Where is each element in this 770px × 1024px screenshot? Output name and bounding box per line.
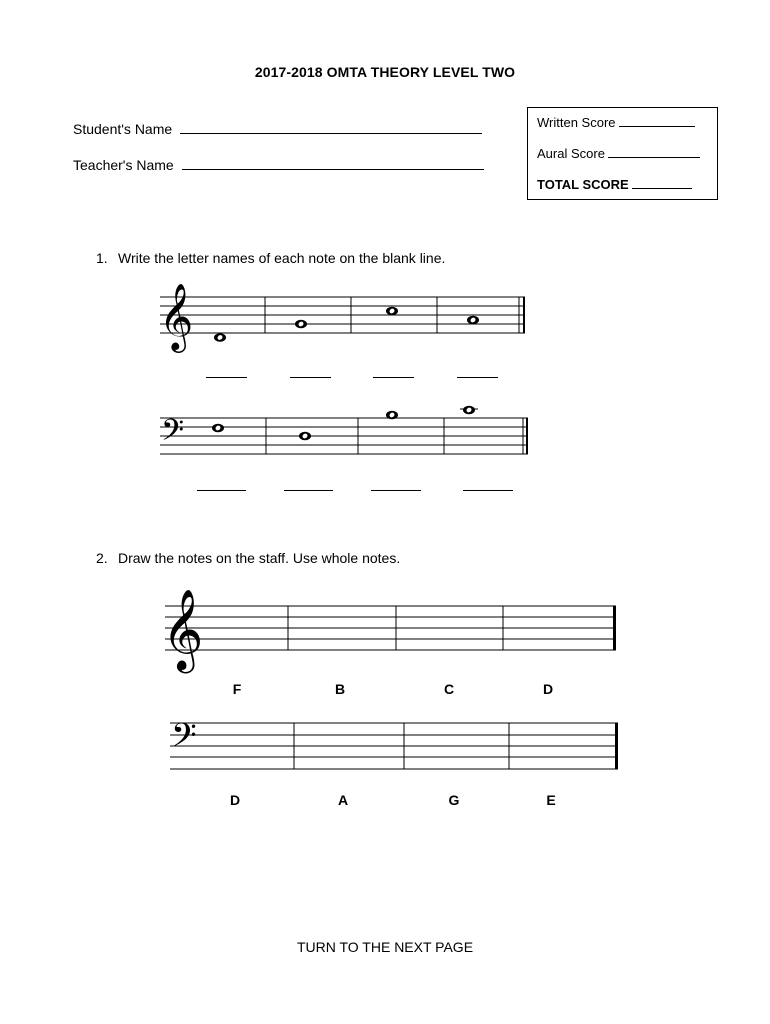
teacher-name-field[interactable] xyxy=(182,169,484,170)
whole-note xyxy=(386,307,398,316)
note-letter: F xyxy=(232,681,242,697)
note-letter: E xyxy=(546,792,556,808)
whole-note xyxy=(467,316,479,325)
whole-note xyxy=(463,406,475,415)
score-box xyxy=(527,107,718,200)
question-2-number: 2. xyxy=(96,550,108,566)
q1-bass-staff xyxy=(155,400,535,460)
bass-clef-icon: 𝄢 xyxy=(161,414,185,455)
q1-treble-staff xyxy=(155,280,535,355)
question-2 xyxy=(96,550,400,566)
total-score-label: TOTAL SCORE xyxy=(537,177,629,192)
treble-clef-icon: 𝄞 xyxy=(159,282,194,350)
question-2-text: Draw the notes on the staff. Use whole notes. xyxy=(118,550,401,566)
question-1-number: 1. xyxy=(96,250,108,266)
answer-blank[interactable] xyxy=(457,377,498,378)
aural-score-row xyxy=(537,146,700,161)
student-name-row xyxy=(73,121,482,137)
whole-note xyxy=(299,432,311,441)
student-name-label: Student's Name xyxy=(73,121,173,137)
note-letter: B xyxy=(334,681,346,697)
answer-blank[interactable] xyxy=(197,490,246,491)
bass-clef-icon: 𝄢 xyxy=(171,717,197,763)
note-letter: A xyxy=(337,792,349,808)
total-score-row xyxy=(537,177,692,192)
aural-score-field[interactable] xyxy=(608,157,700,158)
teacher-name-row xyxy=(73,157,484,173)
answer-blank[interactable] xyxy=(290,377,331,378)
q2-treble-staff[interactable] xyxy=(160,585,620,675)
answer-blank[interactable] xyxy=(371,490,421,491)
q2-bass-staff[interactable] xyxy=(165,715,625,775)
question-1-text: Write the letter names of each note on the blank line. xyxy=(118,250,446,266)
whole-note xyxy=(212,424,224,433)
written-score-row xyxy=(537,115,695,130)
note-letter: D xyxy=(542,681,554,697)
page-title: 2017-2018 OMTA THEORY LEVEL TWO xyxy=(254,64,516,80)
teacher-name-label: Teacher's Name xyxy=(73,157,174,173)
answer-blank[interactable] xyxy=(463,490,513,491)
total-score-field[interactable] xyxy=(632,188,692,189)
whole-note xyxy=(214,333,226,342)
footer-text: TURN TO THE NEXT PAGE xyxy=(296,939,474,955)
note-letter: G xyxy=(448,792,460,808)
treble-clef-icon: 𝄞 xyxy=(162,588,204,670)
answer-blank[interactable] xyxy=(284,490,333,491)
q1-bass-notes xyxy=(212,406,475,441)
student-name-field[interactable] xyxy=(180,133,482,134)
answer-blank[interactable] xyxy=(373,377,414,378)
written-score-field[interactable] xyxy=(619,126,695,127)
note-letter: D xyxy=(229,792,241,808)
note-letter: C xyxy=(443,681,455,697)
written-score-label: Written Score xyxy=(537,115,616,130)
answer-blank[interactable] xyxy=(206,377,247,378)
whole-note xyxy=(386,411,398,420)
aural-score-label: Aural Score xyxy=(537,146,605,161)
question-1 xyxy=(96,250,445,266)
whole-note xyxy=(295,320,307,329)
